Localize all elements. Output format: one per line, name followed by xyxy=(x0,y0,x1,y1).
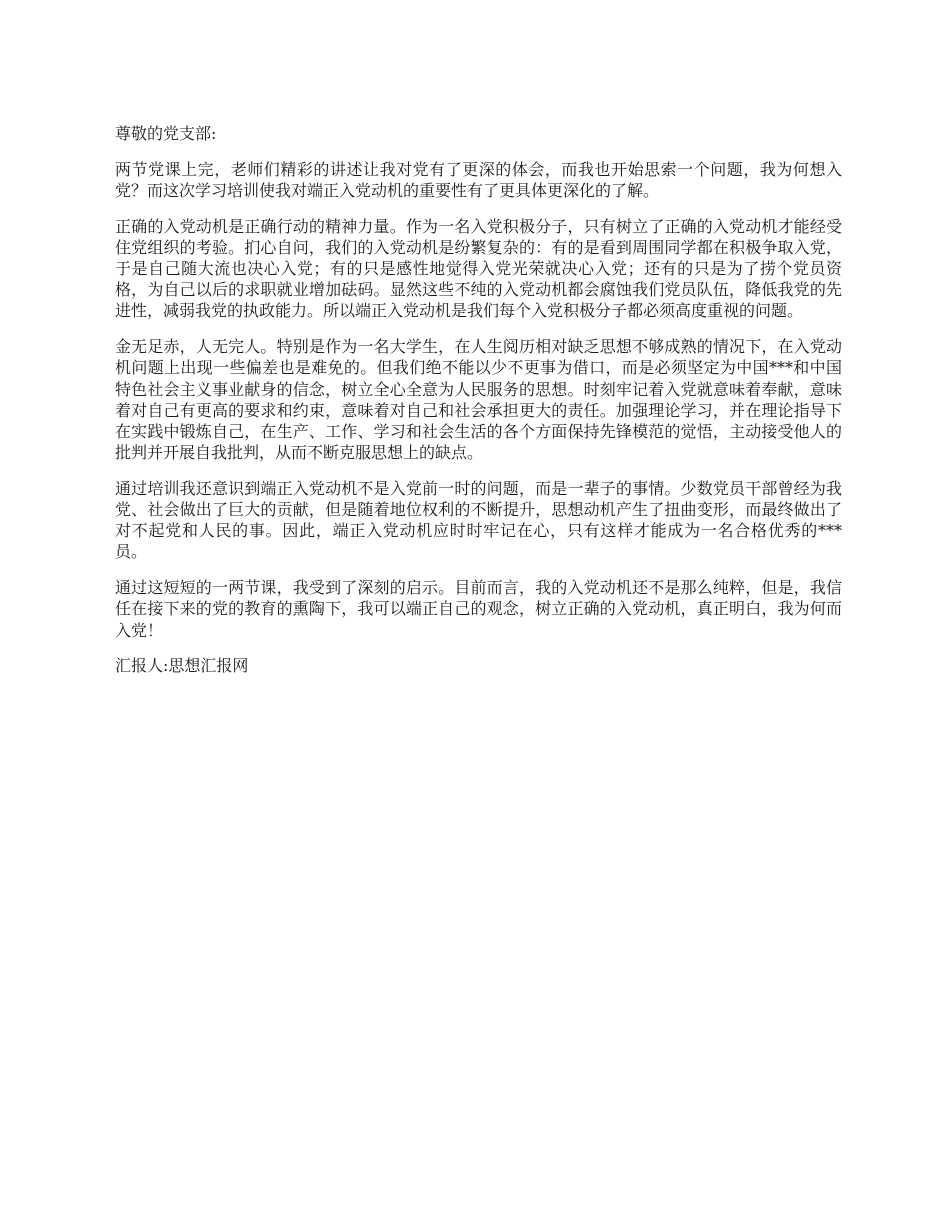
paragraph-3: 金无足赤，人无完人。特别是作为一名大学生，在人生阅历相对缺乏思想不够成熟的情况下，在入党动机问题上出现一些偏差也是难免的。但我们绝不能以少不更事为借口，而是必须坚定为中国***和中国特色社会主义事业献身的信念，树立全心全意为人民服务的思想。时刻牢记着入党就意味着奉献，意味着对自己有更高的要求和约束，意味着对自己和社会承担更大的责任。加强理论学习，并在理论指导下在实践中锻炼自己，在生产、工作、学习和社会生活的各个方面保持先锋模范的觉悟，主动接受他人的批判并开展自我批判，从而不断克服思想上的缺点。 xyxy=(115,337,842,463)
paragraph-2: 正确的入党动机是正确行动的精神力量。作为一名入党积极分子，只有树立了正确的入党动机才能经受住党组织的考验。扪心自问，我们的入党动机是纷繁复杂的：有的是看到周围同学都在积极争取入党，于是自己随大流也决心入党；有的只是感性地觉得入党光荣就决心入党；还有的只是为了捞个党员资格，为自己以后的求职就业增加砝码。显然这些不纯的入党动机都会腐蚀我们党员队伍，降低我党的先进性，减弱我党的执政能力。所以端正入党动机是我们每个入党积极分子都必须高度重视的问题。 xyxy=(115,216,842,321)
salutation: 尊敬的党支部: xyxy=(115,124,217,143)
paragraph-1: 两节党课上完，老师们精彩的讲述让我对党有了更深的体会，而我也开始思索一个问题，我为何想入党？而这次学习培训使我对端正入党动机的重要性有了更具体更深化的了解。 xyxy=(115,159,842,200)
paragraph-4: 通过培训我还意识到端正入党动机不是入党前一时的问题，而是一辈子的事情。少数党员干部曾经为我党、社会做出了巨大的贡献，但是随着地位权利的不断提升，思想动机产生了扭曲变形，而最终做出了对不起党和人民的事。因此，端正入党动机应时时牢记在心，只有这样才能成为一名合格优秀的***员。 xyxy=(115,478,842,562)
signature: 汇报人:思想汇报网 xyxy=(115,656,249,676)
paragraph-5: 通过这短短的一两节课，我受到了深刻的启示。目前而言，我的入党动机还不是那么纯粹，但是，我信任在接下来的党的教育的熏陶下，我可以端正自己的观念，树立正确的入党动机，真正明白，我为何而入党！ xyxy=(115,578,842,640)
document-body xyxy=(115,123,842,691)
